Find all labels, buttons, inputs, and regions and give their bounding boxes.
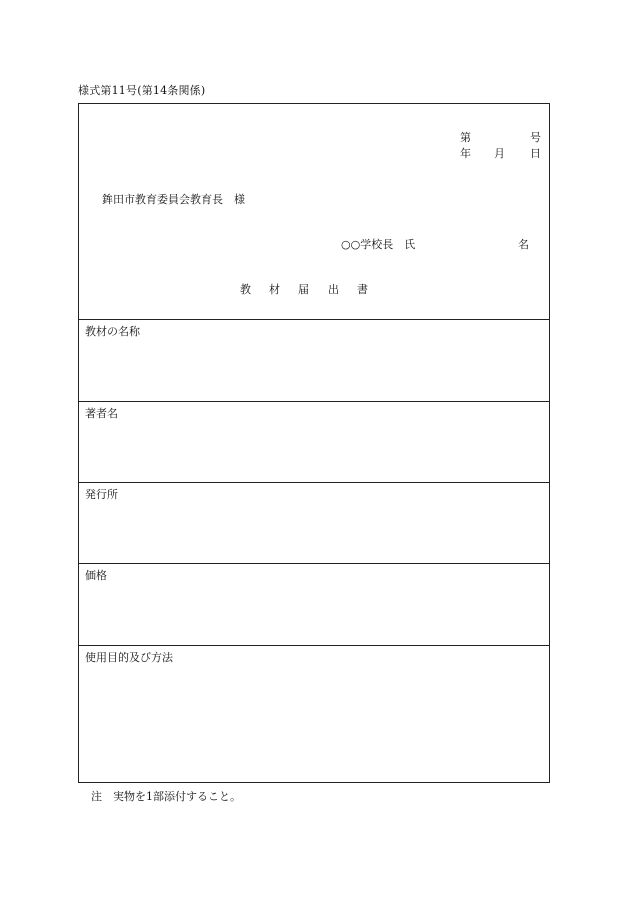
title-char: 出 [328, 283, 339, 296]
title-char: 教 [240, 283, 251, 296]
row-publisher [79, 483, 549, 564]
date-month: 月 [494, 147, 505, 160]
row-label: 教材の名称 [85, 325, 140, 338]
date-day: 日 [530, 147, 541, 160]
date-year: 年 [460, 147, 471, 160]
row-material-name [79, 320, 549, 402]
addressee: 鉾田市教育委員会教育長 様 [102, 193, 245, 206]
form-number-label: 様式第11号(第14条関係) [78, 84, 206, 97]
row-label: 著者名 [85, 407, 118, 420]
title-char: 届 [298, 283, 309, 296]
form-header [79, 104, 549, 320]
footnote: 注 実物を1部添付すること。 [91, 790, 241, 803]
row-label: 使用目的及び方法 [85, 651, 173, 664]
row-label: 価格 [85, 569, 107, 582]
row-author [79, 402, 549, 483]
number-suffix: 号 [530, 131, 541, 144]
sender-name-suffix: 名 [518, 238, 529, 251]
sender-school: ○○学校長 氏 [341, 238, 416, 251]
number-prefix: 第 [460, 131, 471, 144]
row-label: 発行所 [85, 488, 118, 501]
title-char: 書 [357, 283, 368, 296]
row-purpose-method [79, 646, 549, 782]
notification-form [78, 103, 550, 783]
row-price [79, 564, 549, 646]
title-char: 材 [269, 283, 280, 296]
